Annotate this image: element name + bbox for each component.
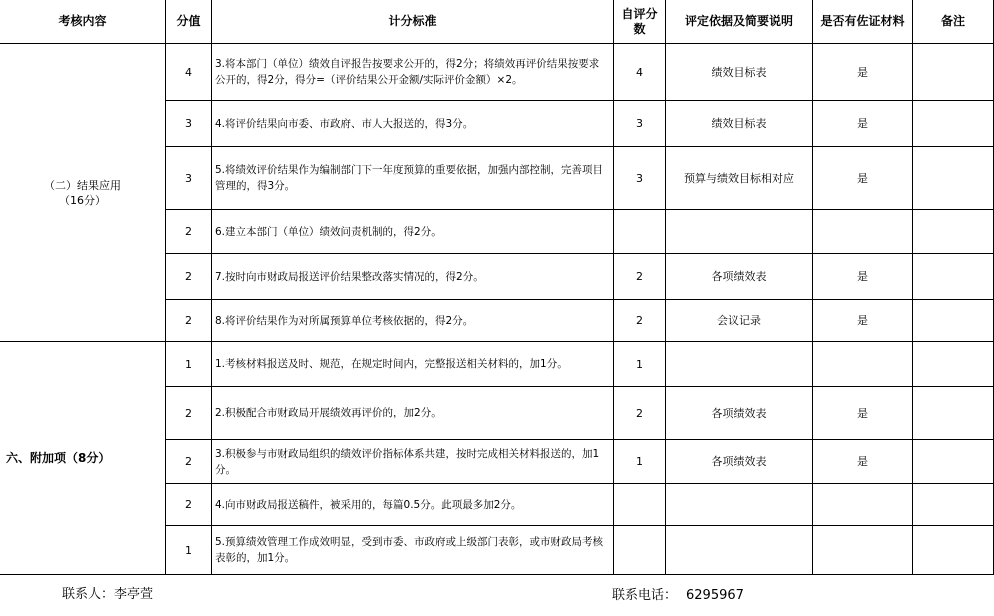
row-basis[interactable]: 会议记录: [666, 300, 813, 342]
row-score: 2: [166, 254, 212, 300]
row-evidence[interactable]: [813, 210, 913, 254]
row-remark[interactable]: [913, 44, 994, 101]
row-standard: 1.考核材料报送及时、规范，在规定时间内，完整报送相关材料的，加1分。: [212, 342, 614, 387]
row-evidence[interactable]: 是: [813, 101, 913, 147]
row-score: 2: [166, 440, 212, 484]
row-basis[interactable]: 各项绩效表: [666, 254, 813, 300]
row-evidence[interactable]: [813, 484, 913, 526]
header-score: 分值: [166, 0, 212, 44]
row-remark[interactable]: [913, 101, 994, 147]
contact-person: 联系人：李亭萱: [62, 587, 154, 602]
row-standard: 5.将绩效评价结果作为编制部门下一年度预算的重要依据，加强内部控制，完善项目管理的，得3分。: [212, 147, 614, 210]
row-evidence[interactable]: 是: [813, 300, 913, 342]
row-evidence[interactable]: 是: [813, 147, 913, 210]
row-basis[interactable]: [666, 484, 813, 526]
row-score: 1: [166, 526, 212, 575]
row-score: 3: [166, 101, 212, 147]
row-self-score[interactable]: 1: [614, 342, 666, 387]
row-score: 2: [166, 387, 212, 440]
row-standard: 5.预算绩效管理工作成效明显，受到市委、市政府或上级部门表彰，或市财政局考核表彰的，加1分。: [212, 526, 614, 575]
row-basis[interactable]: 预算与绩效目标相对应: [666, 147, 813, 210]
header-self-score: 自评分数: [614, 0, 666, 44]
row-evidence[interactable]: [813, 526, 913, 575]
row-self-score[interactable]: [614, 210, 666, 254]
row-remark[interactable]: [913, 300, 994, 342]
row-self-score[interactable]: 2: [614, 387, 666, 440]
row-self-score[interactable]: [614, 484, 666, 526]
row-standard: 3.积极参与市财政局组织的绩效评价指标体系共建，按时完成相关材料报送的，加1分。: [212, 440, 614, 484]
row-remark[interactable]: [913, 484, 994, 526]
row-standard: 8.将评价结果作为对所属预算单位考核依据的，得2分。: [212, 300, 614, 342]
row-evidence[interactable]: 是: [813, 254, 913, 300]
row-basis[interactable]: 绩效目标表: [666, 44, 813, 101]
row-basis[interactable]: 绩效目标表: [666, 101, 813, 147]
row-standard: 3.将本部门（单位）绩效自评报告按要求公开的，得2分；将绩效再评价结果按要求公开的，得2分，得分=（评价结果公开金额/实际评价金额）×2。: [212, 44, 614, 101]
row-evidence[interactable]: 是: [813, 44, 913, 101]
row-evidence[interactable]: [813, 342, 913, 387]
row-standard: 2.积极配合市财政局开展绩效再评价的，加2分。: [212, 387, 614, 440]
row-basis[interactable]: [666, 210, 813, 254]
row-basis[interactable]: [666, 526, 813, 575]
row-evidence[interactable]: 是: [813, 387, 913, 440]
row-score: 1: [166, 342, 212, 387]
row-basis[interactable]: [666, 342, 813, 387]
contact-phone-label: 联系电话：: [612, 588, 678, 603]
row-basis[interactable]: 各项绩效表: [666, 387, 813, 440]
row-standard: 4.向市财政局报送稿件，被采用的，每篇0.5分。此项最多加2分。: [212, 484, 614, 526]
row-score: 3: [166, 147, 212, 210]
row-standard: 4.将评价结果向市委、市政府、市人大报送的，得3分。: [212, 101, 614, 147]
row-score: 2: [166, 484, 212, 526]
group-label-additional-items: 六、附加项（8分）: [0, 342, 166, 575]
row-self-score[interactable]: 2: [614, 254, 666, 300]
row-remark[interactable]: [913, 147, 994, 210]
row-remark[interactable]: [913, 526, 994, 575]
contact-phone-value: 6295967: [686, 588, 744, 603]
row-remark[interactable]: [913, 210, 994, 254]
row-score: 2: [166, 300, 212, 342]
row-self-score[interactable]: 3: [614, 101, 666, 147]
group-label-result-application: （二）结果应用 （16分）: [0, 44, 166, 342]
header-evidence: 是否有佐证材料: [813, 0, 913, 44]
row-remark[interactable]: [913, 342, 994, 387]
row-standard: 7.按时向市财政局报送评价结果整改落实情况的，得2分。: [212, 254, 614, 300]
row-remark[interactable]: [913, 387, 994, 440]
header-remark: 备注: [913, 0, 994, 44]
header-standard: 计分标准: [212, 0, 614, 44]
header-basis: 评定依据及简要说明: [666, 0, 813, 44]
row-self-score[interactable]: [614, 526, 666, 575]
row-score: 4: [166, 44, 212, 101]
row-self-score[interactable]: 1: [614, 440, 666, 484]
row-remark[interactable]: [913, 254, 994, 300]
row-standard: 6.建立本部门（单位）绩效问责机制的，得2分。: [212, 210, 614, 254]
header-content: 考核内容: [0, 0, 166, 44]
row-self-score[interactable]: 4: [614, 44, 666, 101]
row-self-score[interactable]: 3: [614, 147, 666, 210]
row-remark[interactable]: [913, 440, 994, 484]
row-evidence[interactable]: 是: [813, 440, 913, 484]
row-score: 2: [166, 210, 212, 254]
row-basis[interactable]: 各项绩效表: [666, 440, 813, 484]
row-self-score[interactable]: 2: [614, 300, 666, 342]
